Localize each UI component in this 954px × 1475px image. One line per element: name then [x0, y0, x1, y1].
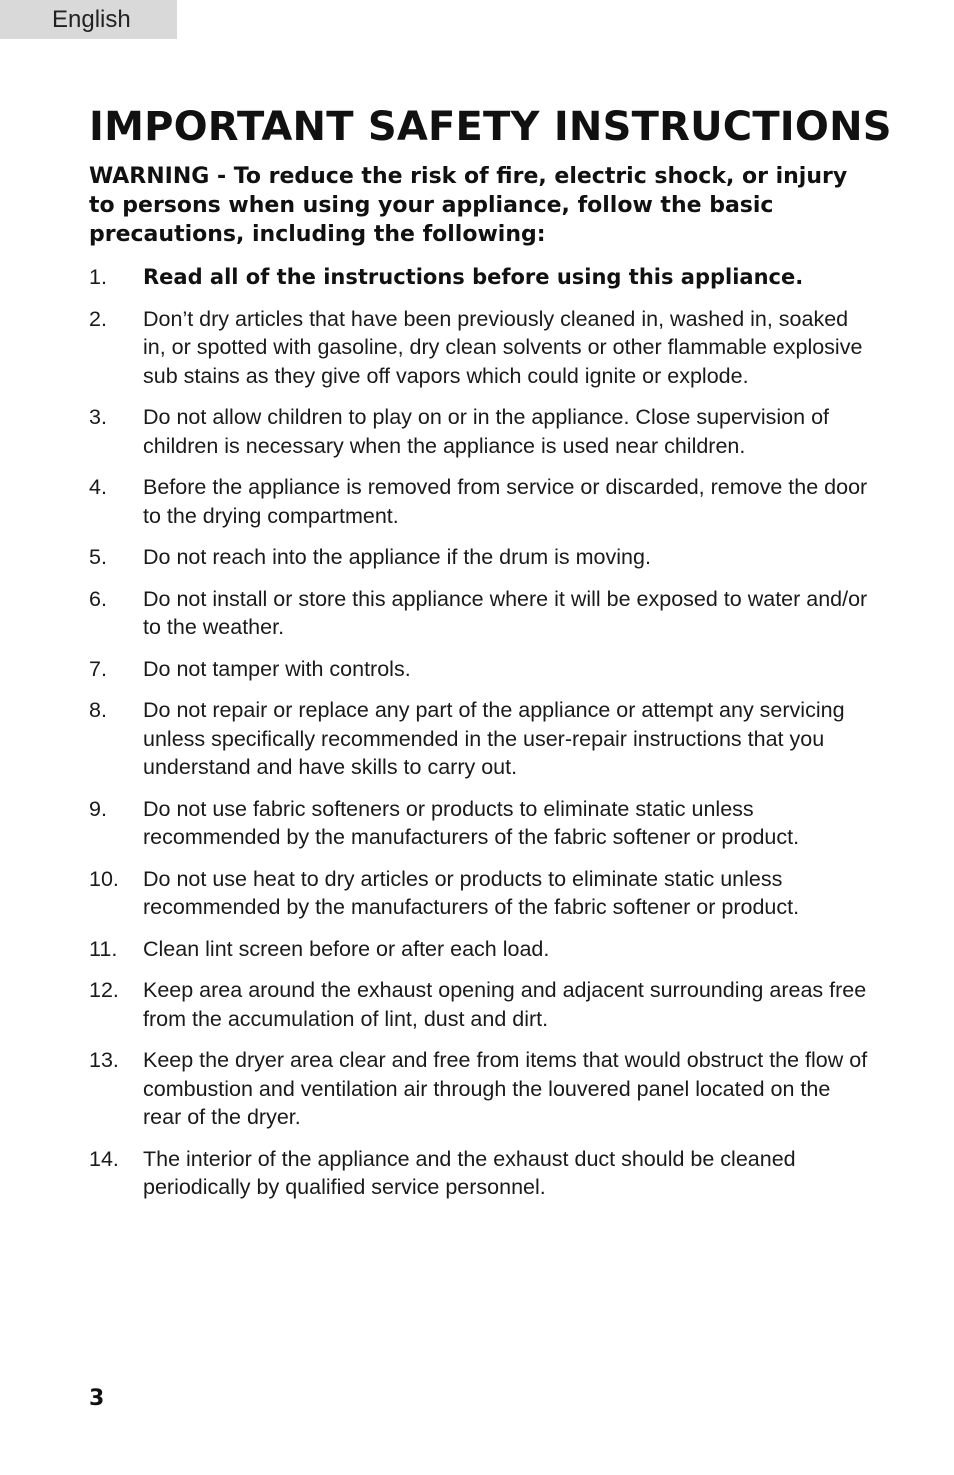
language-tab: English: [0, 0, 177, 39]
item-number: 3.: [89, 405, 107, 429]
page-number: 3: [89, 1386, 105, 1411]
item-number: 7.: [89, 656, 107, 681]
list-item: [89, 865, 869, 922]
item-text: Do not use heat to dry articles or products to eliminate static unless recommended by the manufacturers of the fabric softener or product.: [143, 866, 800, 919]
item-text: Do not install or store this appliance where it will be exposed to water and/or to the weather.: [143, 586, 868, 639]
page-title: IMPORTANT SAFETY INSTRUCTIONS: [89, 104, 892, 150]
list-item: [89, 473, 869, 530]
list-item: [89, 263, 869, 292]
list-item: [89, 305, 869, 391]
item-text: Read all of the instructions before using this appliance.: [143, 265, 804, 289]
list-item: [89, 655, 869, 684]
warning-text: WARNING - To reduce the risk of fire, electric shock, or injury to persons when using your appliance, follow the basic precautions, including the following:: [89, 164, 848, 247]
item-text: Before the appliance is removed from service or discarded, remove the door to the drying compartment.: [143, 475, 868, 528]
item-text: Don’t dry articles that have been previously cleaned in, washed in, soaked in, or spotted with gasoline, dry clean solvents or other flammable explosive sub stains as they give off vapors which could ignite or explode.: [143, 306, 863, 388]
item-number: 12.: [89, 978, 119, 1002]
item-number: 8.: [89, 698, 107, 722]
list-item: [89, 585, 869, 642]
safety-instructions-list: [89, 263, 869, 1215]
list-item: [89, 935, 869, 964]
item-text: Clean lint screen before or after each load.: [143, 936, 550, 961]
item-text: Do not allow children to play on or in the appliance. Close supervision of children is necessary when the appliance is used near children.: [143, 405, 830, 458]
list-item: [89, 795, 869, 852]
item-text: The interior of the appliance and the exhaust duct should be cleaned periodically by qualified service personnel.: [143, 1146, 796, 1199]
item-text: Do not reach into the appliance if the drum is moving.: [143, 545, 651, 569]
list-item: [89, 1046, 869, 1132]
list-item: [89, 976, 869, 1033]
list-item: [89, 1145, 869, 1202]
item-number: 5.: [89, 545, 107, 569]
item-text: Do not repair or replace any part of the appliance or attempt any servicing unless specifically recommended in the user-repair instructions that you understand and have skills to carry out.: [143, 698, 845, 779]
item-number: 1.: [89, 265, 107, 289]
item-text: Do not tamper with controls.: [143, 656, 411, 681]
item-number: 13.: [89, 1048, 119, 1072]
list-item: [89, 543, 869, 572]
item-text: Keep the dryer area clear and free from items that would obstruct the flow of combustion and ventilation air through the louvered panel located on the rear of the dryer.: [143, 1048, 868, 1129]
list-item: [89, 403, 869, 460]
item-number: 2.: [89, 306, 107, 331]
item-number: 6.: [89, 586, 107, 611]
item-number: 14.: [89, 1146, 119, 1171]
item-number: 10.: [89, 866, 119, 891]
list-item: [89, 696, 869, 782]
item-text: Do not use fabric softeners or products to eliminate static unless recommended by the manufacturers of the fabric softener or product.: [143, 796, 800, 849]
item-number: 9.: [89, 796, 107, 821]
item-number: 4.: [89, 475, 107, 499]
item-text: Keep area around the exhaust opening and adjacent surrounding areas free from the accumulation of lint, dust and dirt.: [143, 978, 867, 1031]
item-number: 11.: [89, 936, 118, 961]
